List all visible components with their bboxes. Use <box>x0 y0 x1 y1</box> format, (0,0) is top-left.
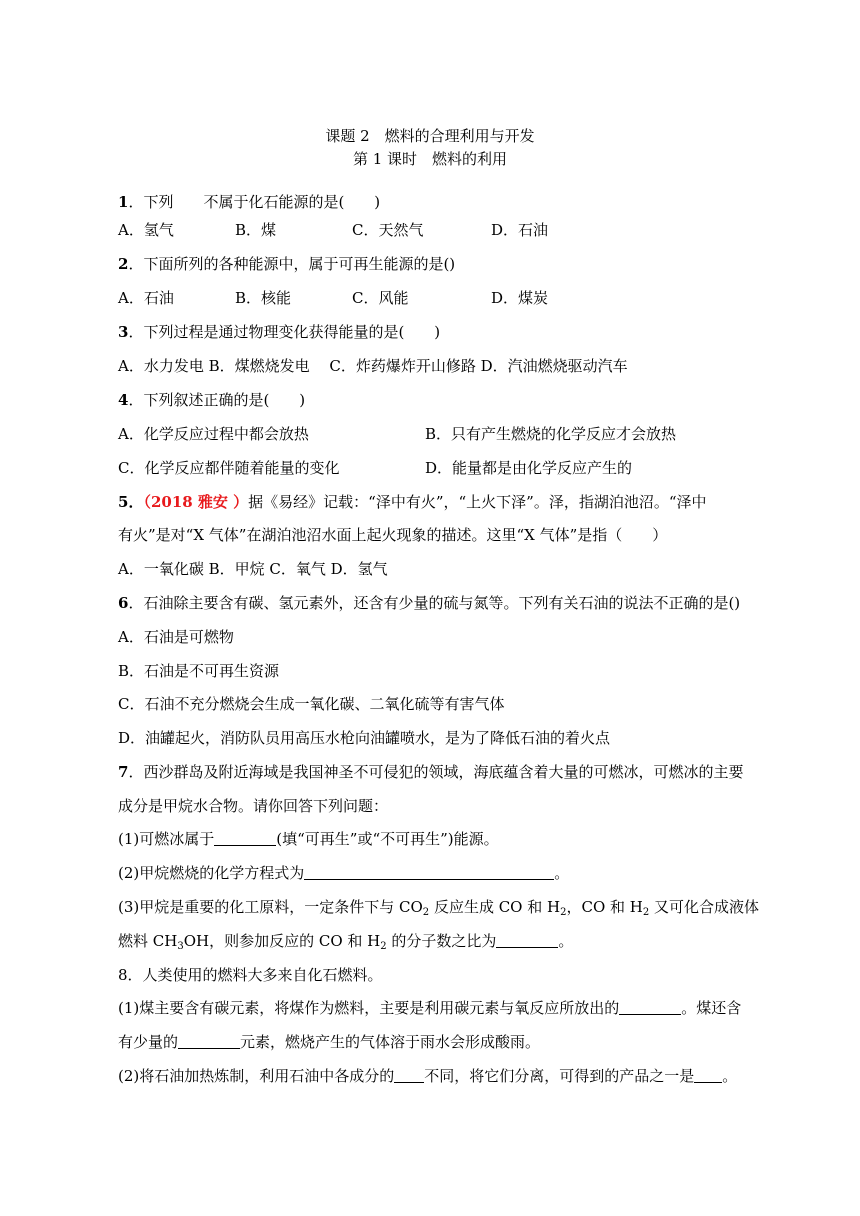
question-text: ．下列叙述正确的是( ) <box>128 391 306 409</box>
question-3 <box>118 322 748 342</box>
question-8-part1-line1 <box>118 998 748 1018</box>
option-c: C．石油不充分燃烧会生成一氧化碳、二氧化硫等有害气体 <box>118 695 505 713</box>
question-text: ．人类使用的燃料大多来自化石燃料。 <box>127 966 383 984</box>
part-text: 反应生成 CO 和 H <box>429 898 561 916</box>
question-1 <box>118 192 748 212</box>
question-3-options: A．水力发电 B．煤燃烧发电 C．炸药爆炸开山修路 D．汽油燃烧驱动汽车 <box>118 357 628 375</box>
question-7-line2: 成分是甲烷水合物。请你回答下列问题： <box>118 797 389 815</box>
question-text: ．下列过程是通过物理变化获得能量的是( ) <box>128 323 441 341</box>
part-text: 的分子数之比为 <box>386 932 497 950</box>
question-7-part2 <box>118 863 748 883</box>
lesson-title: 课题 2 燃料的合理利用与开发 <box>325 127 535 145</box>
answer-blank[interactable] <box>178 1034 240 1049</box>
subscript: 2 <box>422 907 430 918</box>
answer-blank[interactable] <box>619 1000 681 1015</box>
question-text: ．下面所列的各种能源中，属于可再生能源的是() <box>128 255 456 273</box>
option-a: A．石油是可燃物 <box>118 628 234 646</box>
answer-blank[interactable] <box>694 1068 722 1083</box>
option-b: B．煤 <box>235 221 277 239</box>
question-number: 4 <box>118 391 129 409</box>
question-2 <box>118 254 748 274</box>
question-7-part3-line2 <box>118 931 748 951</box>
question-7-part3-line1 <box>118 897 760 918</box>
question-4 <box>118 390 748 410</box>
question-5-options: A．一氧化碳 B．甲烷 C．氧气 D．氢气 <box>118 560 388 578</box>
part-text: (1)可燃冰属于 <box>118 830 215 848</box>
part-text: 不同，将它们分离，可得到的产品之一是 <box>424 1067 695 1085</box>
part-text: 元素，燃烧产生的气体溶于雨水会形成酸雨。 <box>240 1033 541 1051</box>
part-text: 又可化合成液体 <box>649 898 760 916</box>
question-number: 2 <box>118 255 129 273</box>
question-number: 5 <box>118 493 129 511</box>
question-8-part1-line2 <box>118 1032 748 1052</box>
option-c: C．化学反应都伴随着能量的变化 <box>118 459 340 477</box>
answer-blank[interactable] <box>496 933 558 948</box>
question-number: 7 <box>118 763 129 781</box>
option-d: D．油罐起火，消防队员用高压水枪向油罐喷水，是为了降低石油的着火点 <box>118 729 611 747</box>
part-text: 有少量的 <box>118 1033 179 1051</box>
question-5: 5．（2018 雅安 ）据《易经》记载：“泽中有火”，“上火下泽”。泽，指湖泊池沼。“泽中 <box>118 493 707 511</box>
subscript: 2 <box>380 941 387 952</box>
question-6 <box>118 593 748 613</box>
question-number: 3 <box>118 323 129 341</box>
answer-blank[interactable] <box>394 1068 424 1083</box>
question-number: 6 <box>118 594 129 612</box>
part-text: (1)煤主要含有碳元素，将煤作为燃料，主要是利用碳元素与氧反应所放出的 <box>118 999 620 1017</box>
part-text: 。煤还含 <box>681 999 742 1017</box>
subscript: 2 <box>560 907 567 918</box>
option-c: C．天然气 <box>352 221 424 239</box>
part-text: (2)甲烷燃烧的化学方程式为 <box>118 864 305 882</box>
question-5-line2: 有火”是对“X 气体”在湖泊池沼水面上起火现象的描述。这里“X 气体”是指（ ） <box>118 526 668 544</box>
option-a: A．氢气 <box>118 221 174 239</box>
part-text: (3)甲烷是重要的化工原料，一定条件下与 CO <box>118 898 423 916</box>
part-text: (2)将石油加热炼制，利用石油中各成分的 <box>118 1067 395 1085</box>
option-a: A．石油 <box>118 289 174 307</box>
part-text: OH，则参加反应的 CO 和 H <box>183 932 381 950</box>
question-8 <box>118 965 748 985</box>
part-text: (填“可再生”或“不可再生”)能源。 <box>276 830 499 848</box>
option-b: B．核能 <box>235 289 292 307</box>
part-text: 。 <box>722 1067 738 1085</box>
option-a: A．化学反应过程中都会放热 <box>118 425 309 443</box>
question-text-line1: 据《易经》记载：“泽中有火”，“上火下泽”。泽，指湖泊池沼。“泽中 <box>248 493 707 511</box>
answer-blank[interactable] <box>304 865 554 880</box>
question-7-part1 <box>118 829 748 849</box>
question-source: （2018 雅安 ） <box>143 493 249 511</box>
answer-blank[interactable] <box>214 831 276 846</box>
lesson-subtitle: 第 1 课时 燃料的利用 <box>352 150 508 168</box>
option-d: D．能量都是由化学反应产生的 <box>425 459 633 477</box>
question-text: ．下列 不属于化石能源的是( ) <box>128 193 381 211</box>
question-text-line1: ．西沙群岛及附近海域是我国神圣不可侵犯的领域，海底蕴含着大量的可燃冰，可燃冰的主要 <box>128 763 744 781</box>
part-text: ，CO 和 H <box>566 898 643 916</box>
question-7 <box>118 762 748 782</box>
question-number: 8 <box>118 966 128 984</box>
part-text: 。 <box>554 864 570 882</box>
question-8-part2 <box>118 1066 748 1086</box>
option-b: B．只有产生燃烧的化学反应才会放热 <box>425 425 677 443</box>
subscript: 2 <box>642 907 650 918</box>
subscript: 3 <box>177 941 184 952</box>
option-d: D．石油 <box>491 221 549 239</box>
question-number: 1 <box>118 193 129 211</box>
question-text: ．石油除主要含有碳、氢元素外，还含有少量的硫与氮等。下列有关石油的说法不正确的是() <box>128 594 741 612</box>
part-text: 燃料 CH <box>118 932 178 950</box>
option-d: D．煤炭 <box>491 289 549 307</box>
option-c: C．风能 <box>352 289 409 307</box>
option-b: B．石油是不可再生资源 <box>118 662 280 680</box>
part-text: 。 <box>558 932 574 950</box>
